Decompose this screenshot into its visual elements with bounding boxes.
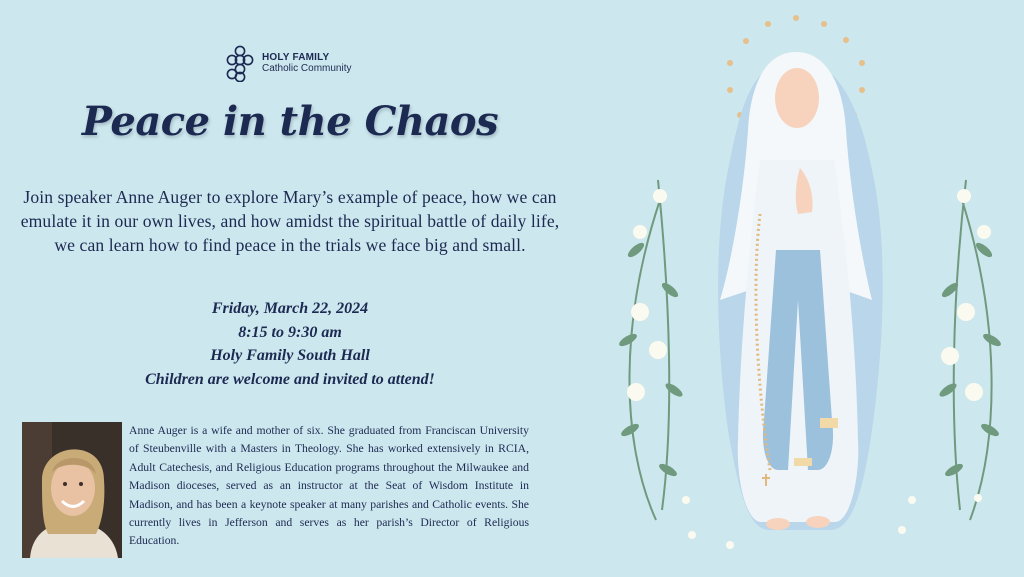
lily-vine-left [617, 180, 734, 549]
event-date: Friday, March 22, 2024 [211, 300, 369, 317]
intro-paragraph: Join speaker Anne Auger to explore Mary’s example of peace, how we can emulate it in our own lives, and how amidst the spiritual battle of daily life, we can learn how to find peace in the trials we face big and small. [20, 187, 560, 255]
speaker-photo [22, 422, 122, 558]
logo-line1: HOLY FAMILY [262, 52, 330, 63]
event-location: Holy Family South Hall [210, 347, 370, 364]
page-title: Peace in the Chaos [81, 98, 499, 145]
event-note: Children are welcome and invited to attend! [145, 370, 435, 388]
speaker-portrait-image [22, 422, 122, 558]
virgin-mary-illustration [600, 0, 1024, 577]
holy-family-circles-icon [224, 44, 256, 82]
lily-vine-right [898, 180, 1003, 534]
logo-text [262, 52, 351, 74]
holy-family-logo [224, 44, 351, 82]
speaker-bio: Anne Auger is a wife and mother of six. She graduated from Franciscan University of Steubenville with a Masters in Theology. She has worked extensively in RCIA, Adult Catechesis, and Religious Education programs throughout the Milwaukee and Madison dioceses, served as an instructor at the Seat of Wisdom Institute in Madison, and has been a keynote speaker at many parishes and Catholic events. She currently lives in Jefferson and serves as her parish’s Director of Religious Education. [129, 424, 529, 548]
logo-line2: Catholic Community [262, 63, 352, 74]
event-time: 8:15 to 9:30 am [238, 323, 342, 341]
event-details [40, 297, 540, 391]
